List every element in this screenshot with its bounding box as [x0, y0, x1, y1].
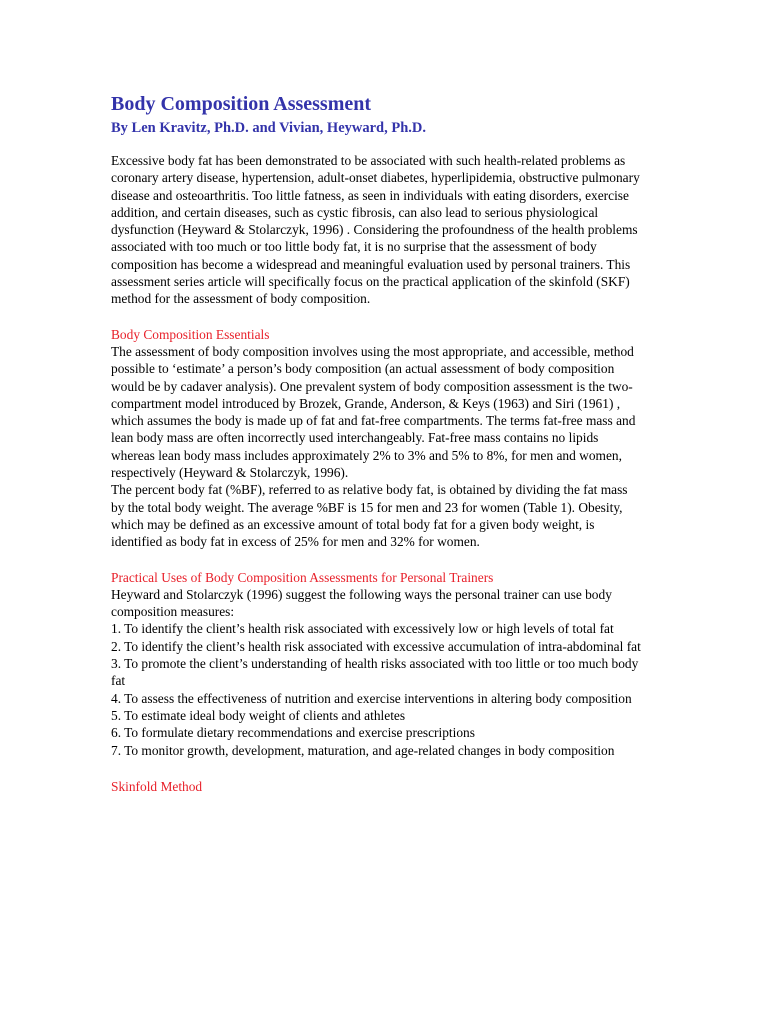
section-heading-skinfold: Skinfold Method [111, 778, 203, 794]
list-item: 2. To identify the client’s health risk associated with excessive accumulation of intra-abdominal fat [111, 638, 641, 654]
article-byline: By Len Kravitz, Ph.D. and Vivian, Heyward, Ph.D. [111, 120, 426, 136]
practical-lead-paragraph: Heyward and Stolarczyk (1996) suggest the following ways the personal trainer can use body composition measures: [111, 586, 612, 620]
practical-uses-list [111, 620, 641, 758]
list-item: 7. To monitor growth, development, maturation, and age-related changes in body composition [111, 742, 615, 758]
intro-paragraph: Excessive body fat has been demonstrated to be associated with such health-related problems as coronary artery disease, hypertension, adult-onset diabetes, hyperlipidemia, obstructive pulmonary disease and osteoarthritis. Too little fatness, as seen in individuals with eating disorders, exercise addition, and certain diseases, such as cystic fibrosis, can also lead to serious physiological dysfunction (Heyward & Stolarczyk, 1996) . Considering the profoundness of the health problems associated with too much or too little body fat, it is no surprise that the assessment of body composition has become a widespread and meaningful evaluation used by personal trainers. This assessment series article will specifically focus on the practical application of the skinfold (SKF) method for the assessment of body composition. [111, 153, 640, 307]
list-item: 1. To identify the client’s health risk associated with excessively low or high levels of total fat [111, 621, 614, 637]
list-item: 3. To promote the client’s understanding of health risks associated with too little or too much body fat [111, 656, 639, 689]
list-item: 5. To estimate ideal body weight of clients and athletes [111, 707, 406, 723]
list-item: 4. To assess the effectiveness of nutrition and exercise interventions in altering body composition [111, 690, 632, 706]
section-heading-practical-uses: Practical Uses of Body Composition Assessments for Personal Trainers [111, 569, 494, 585]
article-body [111, 92, 641, 795]
essentials-paragraph-2: The percent body fat (%BF), referred to as relative body fat, is obtained by dividing the fat mass by the total body weight. The average %BF is 15 for men and 23 for women (Table 1). Obesity, which may be defined as an excessive amount of total body fat for a given body weight, is identified as body fat in excess of 25% for men and 32% for women. [111, 482, 628, 550]
article-title: Body Composition Assessment [111, 93, 372, 115]
section-heading-essentials: Body Composition Essentials [111, 326, 270, 342]
essentials-paragraph-1: The assessment of body composition involves using the most appropriate, and accessible, method possible to ‘estimate’ a person’s body composition (an actual assessment of body composition would be by cadaver analysis). One prevalent system of body composition assessment is the two-compartment model introduced by Brozek, Grande, Anderson, & Keys (1963) and Siri (1961) , which assumes the body is made up of fat and fat-free compartments. The terms fat-free mass and lean body mass are often incorrectly used interchangeably. Fat-free mass contains no lipids whereas lean body mass includes approximately 2% to 3% and 5% to 8%, for men and women, respectively (Heyward & Stolarczyk, 1996). [111, 343, 636, 481]
list-item: 6. To formulate dietary recommendations and exercise prescriptions [111, 725, 475, 741]
